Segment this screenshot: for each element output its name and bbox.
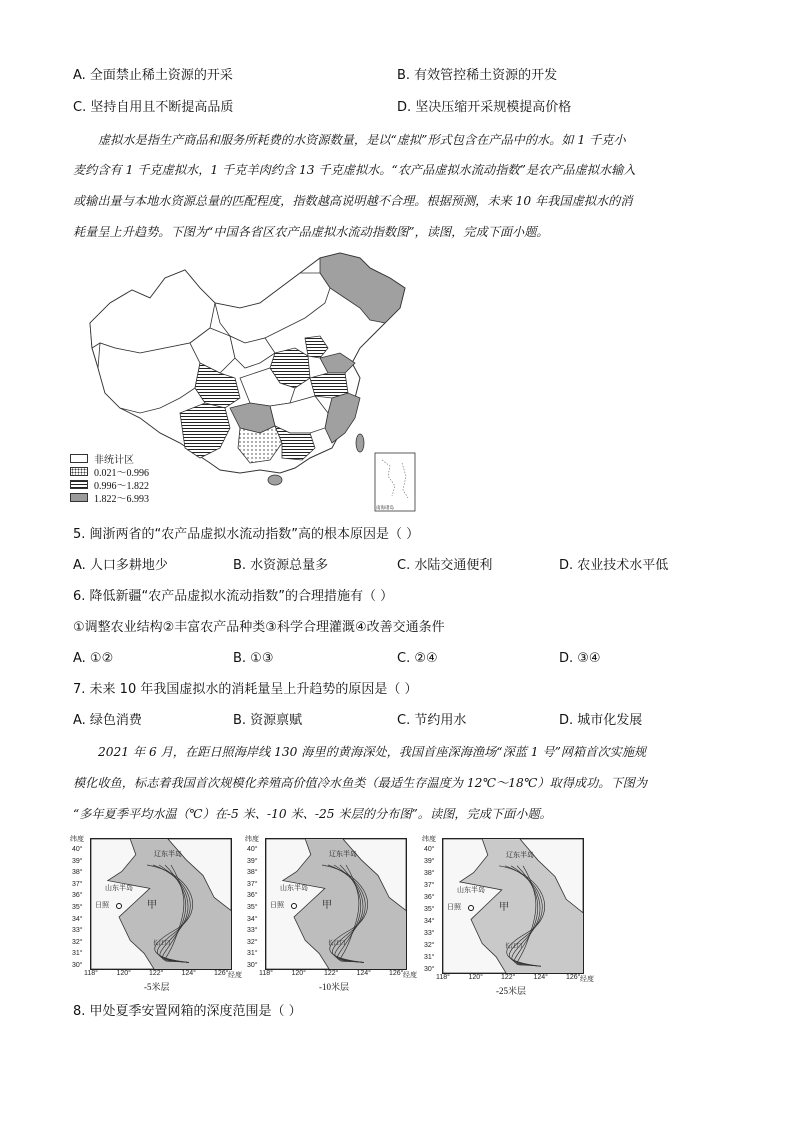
- lat-tick-label: 33°: [72, 927, 83, 935]
- lon-tick-label: 124°: [356, 970, 371, 977]
- temperature-map-frame: [265, 838, 407, 970]
- q8-stem: 8. 甲处夏季安置网箱的深度范围是（ ）: [73, 1004, 302, 1019]
- lat-tick-label: 36°: [72, 892, 83, 900]
- lat-tick-label: 34°: [424, 918, 435, 925]
- lat-tick-label: 38°: [424, 870, 435, 877]
- label-rizhao: 日照: [95, 902, 109, 910]
- lat-tick-label: 38°: [247, 869, 258, 877]
- q6-option-d: D. ③④: [559, 651, 601, 666]
- q6-option-a: A. ①②: [73, 651, 114, 666]
- lat-tick-label: 40°: [72, 846, 83, 853]
- lon-tick-label: 126°: [566, 974, 581, 981]
- map-caption: -10米层: [319, 982, 349, 992]
- lat-tick-label: 37°: [247, 880, 258, 888]
- label-changjiang: 长江口: [152, 940, 171, 947]
- lon-axis-title: 经度: [580, 976, 594, 983]
- label-shandong: 山东半岛: [280, 885, 308, 893]
- q6-items: ①调整农业结构②丰富农产品种类③科学合理灌溉④改善交通条件: [73, 620, 445, 635]
- passage1-line-2: 麦约含有 1 千克虚拟水，1 千克羊肉约含 13 千克虚拟水。“农产品虚拟水流动指数”是农产品虚拟水输入: [73, 163, 636, 177]
- lat-tick-label: 30°: [424, 966, 435, 973]
- legend-label: 0.996～1.822: [94, 481, 149, 492]
- lat-tick-label: 37°: [72, 880, 83, 888]
- lat-tick-label: 33°: [424, 930, 435, 937]
- passage1-line-1: 虚拟水是指生产商品和服务所耗费的水资源数量，是以“虚拟”形式包含在产品中的水。如 1 千克小: [98, 133, 626, 147]
- lon-tick-label: 122°: [149, 970, 164, 977]
- q5-option-d: D. 农业技术水平低: [559, 558, 669, 573]
- map-legend: [70, 452, 149, 504]
- lon-tick-label: 124°: [533, 974, 548, 981]
- option-b: B. 有效管控稀土资源的开发: [397, 68, 558, 83]
- label-changjiang: 长江口: [504, 943, 523, 950]
- label-liaodong: 辽东半岛: [154, 851, 182, 859]
- lat-tick-label: 39°: [424, 858, 435, 865]
- label-jia: 甲: [147, 900, 157, 912]
- lon-tick-label: 118°: [84, 970, 98, 977]
- label-shandong: 山东半岛: [457, 886, 485, 894]
- passage2-line-3: “多年夏季平均水温（℃）在-5 米、-10 米、-25 米层的分布图”。读图，完成下面小题。: [73, 807, 552, 821]
- q6-option-b: B. ①③: [233, 651, 274, 666]
- lat-tick-label: 39°: [72, 857, 83, 865]
- option-c: C. 坚持自用且不断提高品质: [73, 100, 234, 115]
- lon-tick-label: 118°: [259, 970, 273, 977]
- lon-tick-label: 122°: [501, 974, 516, 981]
- lat-tick-label: 38°: [72, 869, 83, 877]
- q6-stem: 6. 降低新疆“农产品虚拟水流动指数”的合理措施有（ ）: [73, 589, 394, 604]
- lon-tick-label: 126°: [214, 970, 229, 977]
- legend-swatch-gray: [70, 493, 88, 502]
- passage2-line-1: 2021 年 6 月，在距日照海岸线 130 海里的黄海深处，我国首座深海渔场“深蓝 1 号”网箱首次实施规: [98, 745, 647, 759]
- label-jia: 甲: [322, 900, 332, 912]
- lat-tick-label: 36°: [424, 894, 435, 901]
- lon-tick-label: 120°: [468, 974, 483, 981]
- legend-label: 1.822～6.993: [94, 494, 149, 505]
- q7-option-a: A. 绿色消费: [73, 713, 142, 728]
- lat-tick-label: 37°: [424, 882, 435, 889]
- passage1-line-3: 或输出量与本地水资源总量的匹配程度，指数越高说明越不合理。根据预测，未来 10 年我国虚拟水的消: [73, 194, 633, 208]
- lat-tick-label: 39°: [247, 857, 258, 865]
- lat-axis-title: 纬度: [422, 836, 436, 843]
- lat-tick-label: 40°: [247, 846, 258, 853]
- temperature-map-frame: [442, 838, 584, 974]
- passage2-line-2: 模化收鱼，标志着我国首次规模化养殖高价值冷水鱼类（最适生存温度为 12℃～18℃）取得成功。下图为: [73, 776, 648, 790]
- lon-tick-label: 120°: [116, 970, 131, 977]
- label-jia: 甲: [499, 901, 509, 913]
- label-rizhao: 日照: [447, 903, 461, 911]
- label-rizhao: 日照: [270, 902, 284, 910]
- q5-option-a: A. 人口多耕地少: [73, 558, 168, 573]
- option-d: D. 坚决压缩开采规模提高价格: [397, 100, 572, 115]
- legend-swatch-stripe: [70, 480, 88, 489]
- label-liaodong: 辽东半岛: [506, 851, 534, 859]
- legend-item: [70, 491, 149, 504]
- lat-tick-label: 35°: [247, 904, 258, 911]
- map-caption: -25米层: [496, 986, 526, 996]
- label-liaodong: 辽东半岛: [329, 851, 357, 859]
- lon-tick-label: 126°: [389, 970, 404, 977]
- lon-axis-title: 经度: [228, 972, 242, 979]
- lat-tick-label: 32°: [247, 938, 258, 946]
- lon-tick-label: 118°: [436, 974, 450, 981]
- lat-tick-label: 31°: [247, 950, 258, 958]
- q5-option-b: B. 水资源总量多: [233, 558, 329, 573]
- lat-tick-label: 32°: [72, 938, 83, 946]
- legend-swatch-none: [70, 454, 88, 463]
- map-caption: -5米层: [144, 982, 170, 992]
- q5-option-c: C. 水陆交通便利: [397, 558, 493, 573]
- q5-stem: 5. 闽浙两省的“农产品虚拟水流动指数”高的根本原因是（ ）: [73, 527, 420, 542]
- lon-axis-title: 经度: [403, 972, 417, 979]
- lat-tick-label: 33°: [247, 927, 258, 935]
- q7-option-d: D. 城市化发展: [559, 713, 643, 728]
- label-changjiang: 长江口: [327, 940, 346, 947]
- lon-tick-label: 120°: [291, 970, 306, 977]
- label-shandong: 山东半岛: [105, 885, 133, 893]
- legend-swatch-dot: [70, 467, 88, 476]
- lat-tick-label: 34°: [72, 915, 83, 923]
- lat-tick-label: 35°: [72, 904, 83, 911]
- inset-label: 南海诸岛: [376, 506, 394, 511]
- lat-tick-label: 34°: [247, 915, 258, 923]
- lat-tick-label: 31°: [424, 954, 435, 961]
- lat-tick-label: 31°: [72, 950, 83, 958]
- temperature-map-frame: [90, 838, 232, 970]
- lon-tick-label: 124°: [181, 970, 196, 977]
- q6-option-c: C. ②④: [397, 651, 438, 666]
- lon-tick-label: 122°: [324, 970, 339, 977]
- legend-label: 0.021～0.996: [94, 468, 149, 479]
- lat-tick-label: 32°: [424, 942, 435, 949]
- lat-tick-label: 30°: [72, 962, 83, 969]
- q7-stem: 7. 未来 10 年我国虚拟水的消耗量呈上升趋势的原因是（ ）: [73, 682, 418, 697]
- lat-tick-label: 35°: [424, 906, 435, 913]
- lat-axis-title: 纬度: [245, 836, 259, 843]
- passage1-line-4: 耗量呈上升趋势。下图为“中国各省区农产品虚拟水流动指数图”，读图，完成下面小题。: [73, 225, 549, 239]
- q7-option-c: C. 节约用水: [397, 713, 467, 728]
- lat-tick-label: 30°: [247, 962, 258, 969]
- option-a: A. 全面禁止稀土资源的开采: [73, 68, 233, 83]
- lat-tick-label: 40°: [424, 846, 435, 853]
- lat-axis-title: 纬度: [70, 836, 84, 843]
- legend-label: 非统计区: [94, 455, 134, 466]
- lat-tick-label: 36°: [247, 892, 258, 900]
- q7-option-b: B. 资源禀赋: [233, 713, 303, 728]
